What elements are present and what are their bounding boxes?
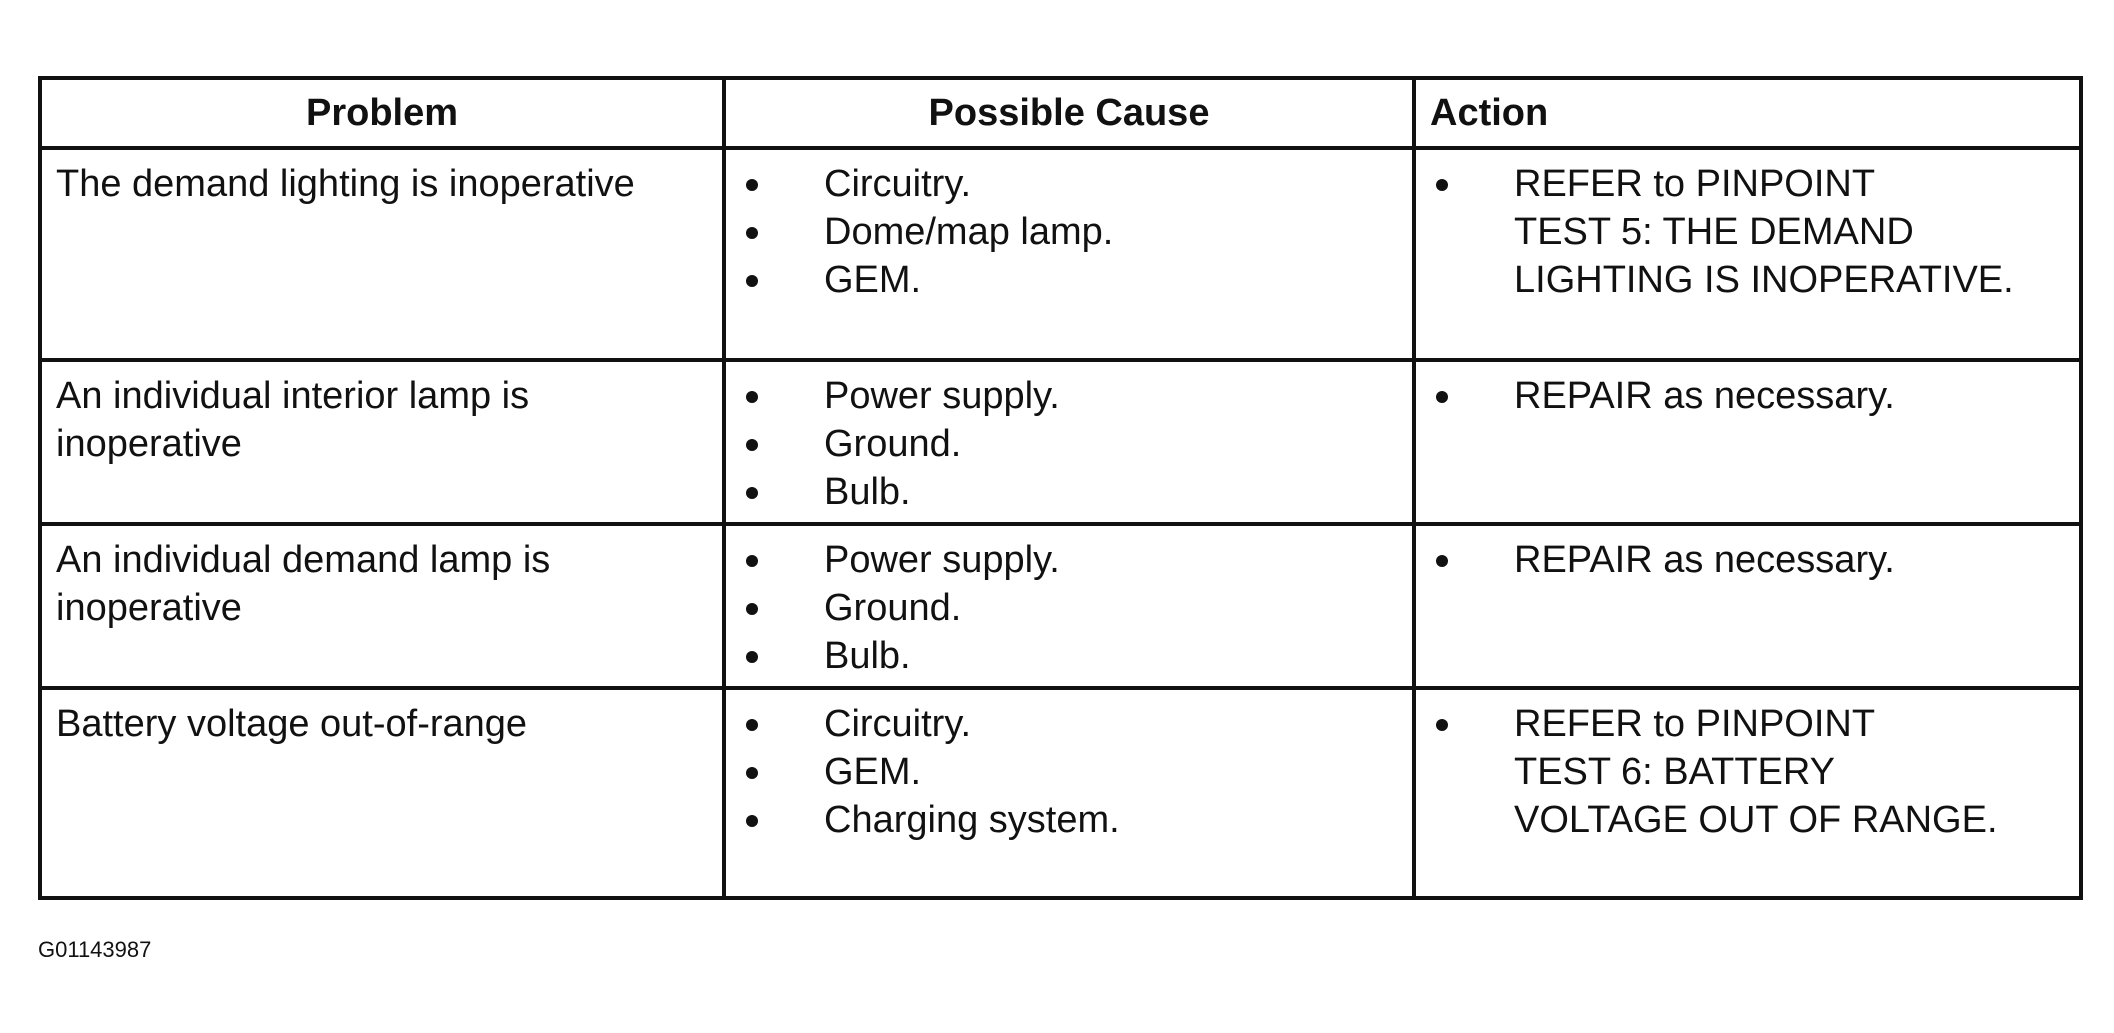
action-text: REPAIR as necessary.	[1514, 375, 1895, 417]
problem-text: Battery voltage out-of-range	[56, 703, 528, 745]
action-text: REFER to PINPOINT TEST 6: BATTERY VOLTAGE OUT OF RANGE.	[1514, 703, 1998, 841]
action-item	[1436, 536, 2069, 584]
action-item	[1436, 160, 2069, 304]
cause-text: Power supply.	[824, 539, 1060, 581]
problem-cell	[40, 524, 724, 688]
header-possible-cause: Possible Cause	[724, 78, 1414, 148]
cause-item	[746, 796, 1402, 844]
action-list	[1416, 150, 2079, 304]
cause-item	[746, 372, 1402, 420]
bullet-dot-icon	[746, 439, 758, 451]
table-row	[40, 360, 2081, 524]
action-cell	[1414, 688, 2081, 898]
cause-text: Circuitry.	[824, 703, 972, 745]
cause-list	[726, 526, 1412, 680]
cause-list	[726, 150, 1412, 304]
cause-cell	[724, 148, 1414, 360]
cause-cell	[724, 688, 1414, 898]
action-text: REFER to PINPOINT TEST 5: THE DEMAND LIGHTING IS INOPERATIVE.	[1514, 163, 2014, 301]
bullet-dot-icon	[1436, 719, 1448, 731]
bullet-dot-icon	[746, 651, 758, 663]
cause-item	[746, 748, 1402, 796]
table-row	[40, 524, 2081, 688]
bullet-dot-icon	[1436, 391, 1448, 403]
bullet-dot-icon	[746, 767, 758, 779]
action-list	[1416, 526, 2079, 584]
cause-cell	[724, 524, 1414, 688]
problem-text: An individual demand lamp is inoperative	[56, 539, 551, 629]
cause-text: Power supply.	[824, 375, 1060, 417]
cause-text: Circuitry.	[824, 163, 972, 205]
cause-item	[746, 468, 1402, 516]
cause-cell	[724, 360, 1414, 524]
cause-text: GEM.	[824, 751, 922, 793]
cause-text: Bulb.	[824, 635, 911, 677]
cause-item	[746, 160, 1402, 208]
action-item	[1436, 700, 2069, 844]
table-header-row	[40, 78, 2081, 148]
header-action: Action	[1414, 78, 2081, 148]
cause-item	[746, 700, 1402, 748]
bullet-dot-icon	[746, 487, 758, 499]
table-row	[40, 688, 2081, 898]
cause-text: Ground.	[824, 587, 962, 629]
cause-item	[746, 584, 1402, 632]
bullet-dot-icon	[746, 815, 758, 827]
table-row	[40, 148, 2081, 360]
problem-text: An individual interior lamp is inoperative	[56, 375, 530, 465]
bullet-dot-icon	[746, 391, 758, 403]
action-text: REPAIR as necessary.	[1514, 539, 1895, 581]
bullet-dot-icon	[1436, 179, 1448, 191]
cause-item	[746, 256, 1402, 304]
action-list	[1416, 690, 2079, 844]
bullet-dot-icon	[746, 603, 758, 615]
bullet-dot-icon	[746, 275, 758, 287]
action-item	[1436, 372, 2069, 420]
problem-cell	[40, 688, 724, 898]
cause-text: Dome/map lamp.	[824, 211, 1114, 253]
cause-list	[726, 690, 1412, 844]
cause-item	[746, 208, 1402, 256]
diagnostic-table-container	[38, 76, 2079, 900]
symptom-chart-table	[38, 76, 2083, 900]
cause-text: Bulb.	[824, 471, 911, 513]
action-cell	[1414, 524, 2081, 688]
bullet-dot-icon	[746, 719, 758, 731]
problem-cell	[40, 148, 724, 360]
cause-item	[746, 420, 1402, 468]
cause-item	[746, 632, 1402, 680]
bullet-dot-icon	[1436, 555, 1448, 567]
action-list	[1416, 362, 2079, 420]
bullet-dot-icon	[746, 555, 758, 567]
problem-cell	[40, 360, 724, 524]
problem-text: The demand lighting is inoperative	[56, 163, 635, 205]
cause-text: GEM.	[824, 259, 922, 301]
bullet-dot-icon	[746, 227, 758, 239]
bullet-dot-icon	[746, 179, 758, 191]
figure-id-label: G01143987	[38, 937, 152, 962]
cause-item	[746, 536, 1402, 584]
cause-list	[726, 362, 1412, 516]
cause-text: Ground.	[824, 423, 962, 465]
header-problem: Problem	[40, 78, 724, 148]
action-cell	[1414, 148, 2081, 360]
action-cell	[1414, 360, 2081, 524]
cause-text: Charging system.	[824, 799, 1120, 841]
